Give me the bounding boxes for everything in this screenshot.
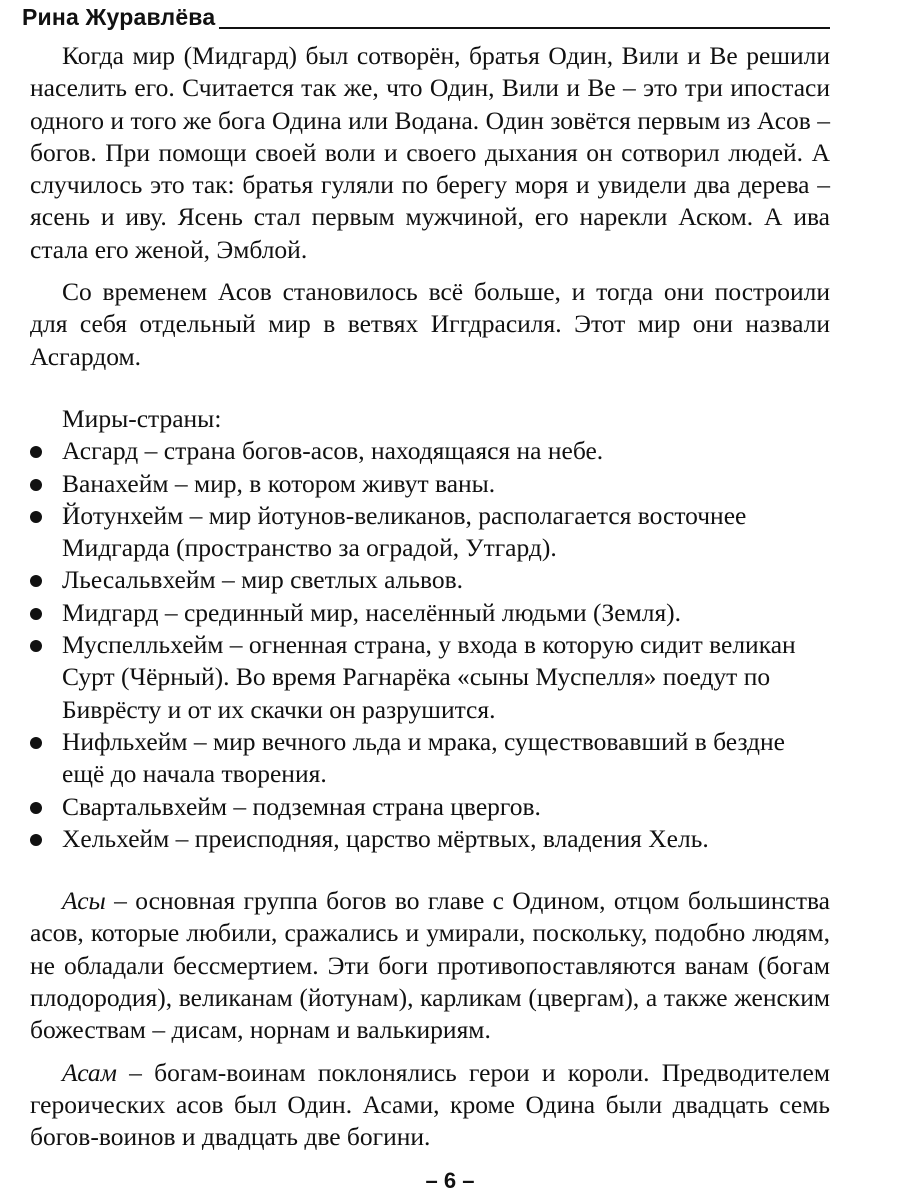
page-body (30, 40, 830, 1154)
list-item-text: Мидгард – срединный мир, населённый людьми (Земля). (62, 597, 682, 627)
definition-text: – основная группа богов во главе с Одином, отцом большинства асов, которые любили, сражались и умирали, поскольку, подобно людям, не обладали бессмертием. Эти боги противопоставляются ванам (богам плодородия), великанам (йотунам), карликам (цвергам), а также женским божествам – дисам, норнам и валькириям. (30, 886, 830, 1045)
list-item-text: Хельхейм – преисподняя, царство мёртвых, владения Хель. (62, 823, 709, 853)
list-item (30, 564, 830, 596)
bullet-icon (30, 511, 42, 523)
definition-asy (30, 885, 830, 1046)
definition-asam (30, 1057, 830, 1154)
bullet-icon (30, 479, 42, 491)
list-item-text: Свартальвхейм – подземная страна цвергов. (62, 791, 541, 821)
author-name: Рина Журавлёва (22, 4, 219, 30)
bullet-icon (30, 608, 42, 620)
worlds-title: Миры-страны: (62, 403, 222, 433)
paragraph-creation: Когда мир (Мидгард) был сотворён, братья Один, Вили и Ве решили населить его. Считается так же, что Один, Вили и Ве – это три ипостаси одного и того же бога Одина или Водана. Один зовётся первым из Асов – богов. При помощи своей воли и своего дыхания он сотворил людей. А случилось это так: братья гуляли по берегу моря и увидели два дерева – ясень и иву. Ясень стал первым мужчиной, его нарекли Аском. А ива стала его женой, Эмблой. (30, 41, 830, 264)
paragraph-asgard: Со временем Асов становилось всё больше, и тогда они построили для себя отдельный мир в ветвях Иггдрасиля. Этот мир они назвали Асгардом. (30, 277, 830, 371)
bullet-icon (30, 640, 42, 652)
definitions-section (30, 885, 830, 1153)
list-item (30, 629, 830, 726)
list-item (30, 435, 830, 467)
bullet-icon (30, 737, 42, 749)
bullet-icon (30, 802, 42, 814)
list-item (30, 823, 830, 855)
worlds-section (30, 403, 830, 855)
list-item (30, 500, 830, 565)
list-item (30, 726, 830, 791)
definition-term: Асы (62, 886, 106, 916)
definition-text: – богам-воинам поклонялись герои и короли. Предводителем героических асов был Один. Асами, кроме Одина были двадцать семь богов-воинов и двадцать две богини. (30, 1057, 830, 1152)
list-item-text: Льесальвхейм – мир светлых альвов. (62, 565, 464, 595)
bullet-icon (30, 575, 42, 587)
list-item (30, 791, 830, 823)
list-item (30, 597, 830, 629)
list-item-text: Нифльхейм – мир вечного льда и мрака, существовавший в бездне ещё до начала творения. (62, 726, 785, 789)
list-item (30, 468, 830, 500)
list-item-text: Йотунхейм – мир йотунов-великанов, располагается восточнее Мидгарда (пространство за оградой, Утгард). (62, 500, 747, 563)
worlds-list (30, 435, 830, 855)
list-item-text: Ванахейм – мир, в котором живут ваны. (62, 468, 496, 498)
list-item-text: Муспелльхейм – огненная страна, у входа в которую сидит великан Сурт (Чёрный). Во время Рагнарёка «сыны Муспелля» поедут по Биврёсту и от их скачки он разрушится. (62, 630, 796, 724)
list-item-text: Асгард – страна богов-асов, находящаяся на небе. (62, 436, 604, 466)
running-header (22, 4, 830, 30)
definition-term: Асам (62, 1057, 117, 1087)
bullet-icon (30, 446, 42, 458)
page-number: – 6 – (425, 1168, 475, 1193)
bullet-icon (30, 834, 42, 846)
